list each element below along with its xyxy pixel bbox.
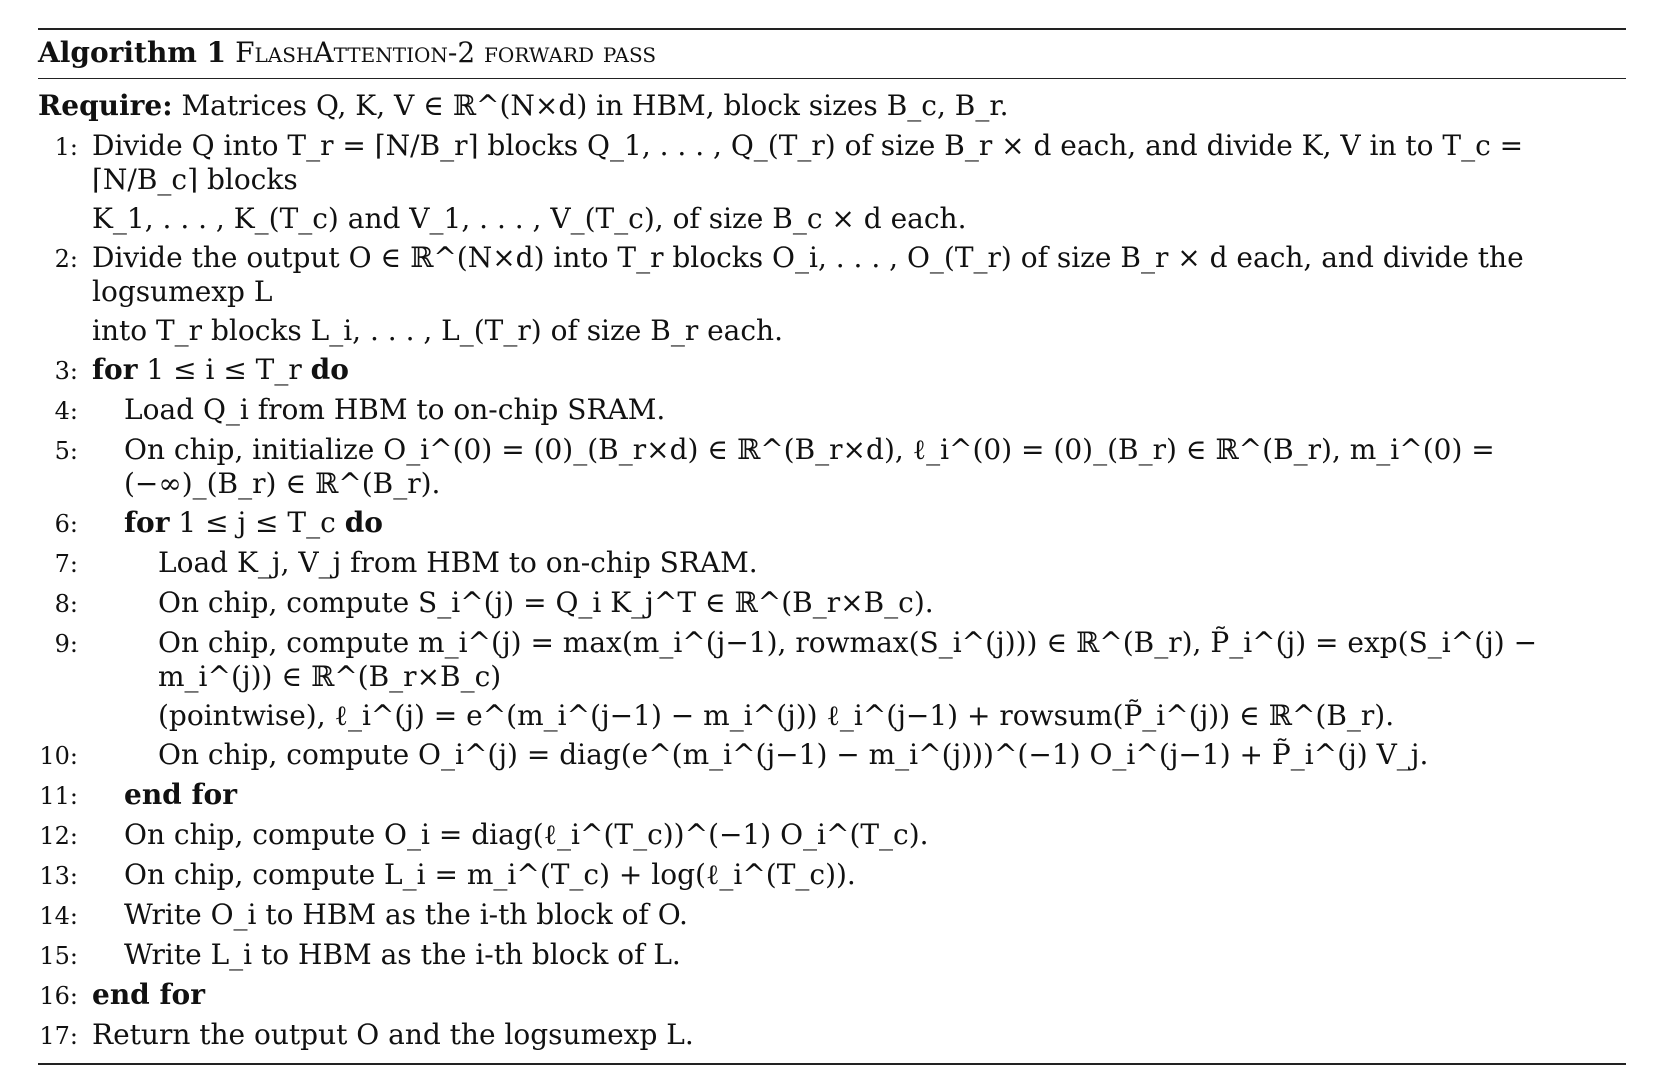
- require-keyword: Require:: [38, 89, 173, 122]
- line-number: 13:: [39, 862, 78, 890]
- line-text: Divide Q into T_r = ⌈N/B_r⌉ blocks Q_1, . . . , Q_(T_r) of size B_r × d each, and divide K, V in to T_c = ⌈N/B_c⌉ blocks: [92, 129, 1524, 196]
- line-text: On chip, compute L_i = m_i^(T_c) + log(ℓ_i^(T_c)).: [124, 858, 856, 891]
- line-number: 9:: [54, 630, 78, 658]
- algo-line-4: [38, 393, 1626, 428]
- algo-line-12: [38, 818, 1626, 853]
- algo-line-5: [38, 433, 1626, 501]
- algorithm-title: [38, 30, 1626, 79]
- algo-line-16: [38, 978, 1626, 1013]
- line-number: 16:: [39, 982, 78, 1010]
- line-number: 3:: [54, 357, 78, 385]
- loop-range: 1 ≤ i ≤ T_r: [146, 353, 302, 386]
- algo-line-1-cont: K_1, . . . , K_(T_c) and V_1, . . . , V_(T_c), of size B_c × d each.: [92, 202, 967, 235]
- algo-line-10: [38, 738, 1626, 773]
- line-text: Load K_j, V_j from HBM to on-chip SRAM.: [158, 546, 758, 579]
- algo-line-15: [38, 938, 1626, 973]
- line-text: On chip, compute O_i = diag(ℓ_i^(T_c))^(−1) O_i^(T_c).: [124, 818, 929, 851]
- line-number: 14:: [39, 902, 78, 930]
- line-number: 8:: [54, 590, 78, 618]
- line-text: Divide the output O ∈ ℝ^(N×d) into T_r blocks O_i, . . . , O_(T_r) of size B_r × d each, and divide the logsumexp L: [92, 241, 1524, 308]
- line-text: On chip, compute m_i^(j) = max(m_i^(j−1), rowmax(S_i^(j))) ∈ ℝ^(B_r), P̃_i^(j) = exp(S_i^(j) − m_i^(j)) ∈ ℝ^(B_r×B_c): [158, 626, 1538, 693]
- line-number: 6:: [54, 510, 78, 538]
- end-for-keyword: end for: [92, 978, 205, 1011]
- line-text: On chip, compute O_i^(j) = diag(e^(m_i^(j−1) − m_i^(j)))^(−1) O_i^(j−1) + P̃_i^(j) V_j.: [158, 738, 1429, 771]
- line-number: 2:: [54, 245, 78, 273]
- line-text: Write L_i to HBM as the i-th block of L.: [124, 938, 681, 971]
- do-keyword: do: [344, 506, 383, 539]
- do-keyword: do: [310, 353, 349, 386]
- algo-line-14: [38, 898, 1626, 933]
- end-for-keyword: end for: [124, 778, 237, 811]
- loop-range: 1 ≤ j ≤ T_c: [178, 506, 336, 539]
- line-text: On chip, compute S_i^(j) = Q_i K_j^T ∈ ℝ^(B_r×B_c).: [158, 586, 934, 619]
- line-text: On chip, initialize O_i^(0) = (0)_(B_r×d) ∈ ℝ^(B_r×d), ℓ_i^(0) = (0)_(B_r) ∈ ℝ^(B_r), m_i^(0) = (−∞)_(B_r) ∈ ℝ^(B_r).: [124, 433, 1495, 500]
- algo-line-9-cont: (pointwise), ℓ_i^(j) = e^(m_i^(j−1) − m_i^(j)) ℓ_i^(j−1) + rowsum(P̃_i^(j)) ∈ ℝ^(B_r).: [158, 699, 1395, 732]
- algo-line-17: [38, 1018, 1626, 1053]
- require-text: Matrices Q, K, V ∈ ℝ^(N×d) in HBM, block sizes B_c, B_r.: [181, 89, 1009, 122]
- require-line: [38, 89, 1626, 123]
- for-keyword: for: [124, 506, 170, 539]
- algo-line-13: [38, 858, 1626, 893]
- algorithm-body: [38, 79, 1626, 1053]
- line-text: Write O_i to HBM as the i-th block of O.: [124, 898, 688, 931]
- line-number: 11:: [39, 782, 78, 810]
- algo-line-11: [38, 778, 1626, 813]
- line-number: 7:: [54, 550, 78, 578]
- algo-line-9: [38, 626, 1626, 694]
- line-number: 12:: [39, 822, 78, 850]
- algo-line-2-cont: into T_r blocks L_i, . . . , L_(T_r) of size B_r each.: [92, 314, 783, 347]
- for-keyword: for: [92, 353, 138, 386]
- algo-line-6: [38, 506, 1626, 541]
- line-number: 5:: [54, 437, 78, 465]
- algo-line-8: [38, 586, 1626, 621]
- line-number: 17:: [39, 1022, 78, 1050]
- algo-line-1: [38, 129, 1626, 197]
- line-number: 1:: [54, 133, 78, 161]
- algo-line-2: [38, 241, 1626, 309]
- line-number: 10:: [39, 742, 78, 770]
- line-number: 4:: [54, 397, 78, 425]
- algo-line-7: [38, 546, 1626, 581]
- line-number: 15:: [39, 942, 78, 970]
- algorithm-box: [38, 28, 1626, 1065]
- algo-line-3: [38, 353, 1626, 388]
- algorithm-label: Algorithm 1: [38, 36, 227, 69]
- line-text: Load Q_i from HBM to on-chip SRAM.: [124, 393, 666, 426]
- line-text: Return the output O and the logsumexp L.: [92, 1018, 694, 1051]
- algorithm-name: FlashAttention-2 forward pass: [235, 36, 657, 69]
